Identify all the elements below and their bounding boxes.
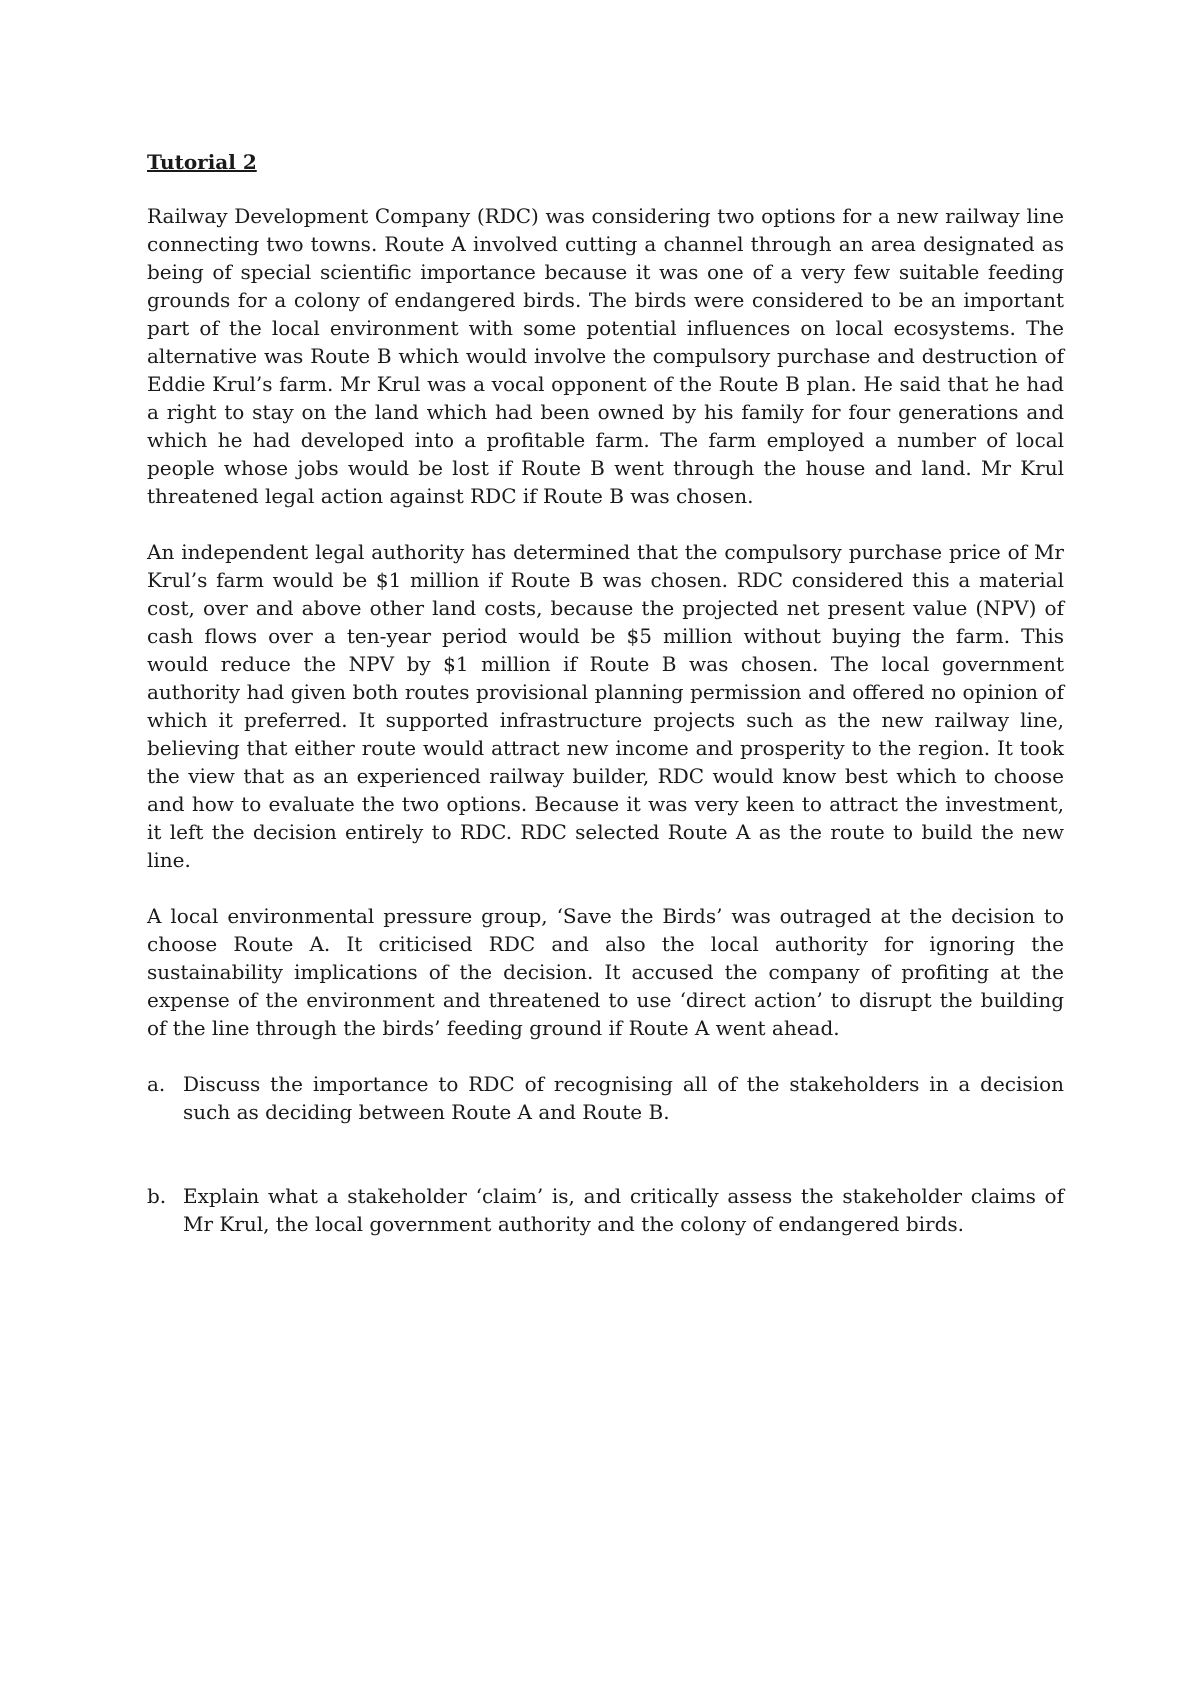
question-item-b — [147, 1182, 1064, 1238]
document-page — [147, 148, 1064, 1294]
question-item-a — [147, 1070, 1064, 1126]
paragraph-pressure-group: A local environmental pressure group, ‘Save the Birds’ was outraged at the decision to choose Route A. It criticised RDC and also the local authority for ignoring the sustainability implications of the decision. It accused the company of profiting at the expense of the environment and threatened to use ‘direct action’ to disrupt the building of the line through the birds’ feeding ground if Route A went ahead. — [147, 904, 1064, 1040]
question-label: a. — [147, 1072, 166, 1096]
question-text: Discuss the importance to RDC of recognising all of the stakeholders in a decision such as deciding between Route A and Route B. — [183, 1072, 1064, 1124]
paragraph-rdc-routes: Railway Development Company (RDC) was considering two options for a new railway line connecting two towns. Route A involved cutting a channel through an area designated as being of special scientific importance because it was one of a very few suitable feeding grounds for a colony of endangered birds. The birds were considered to be an important part of the local environment with some potential influences on local ecosystems. The alternative was Route B which would involve the compulsory purchase and destruction of Eddie Krul’s farm. Mr Krul was a vocal opponent of the Route B plan. He said that he had a right to stay on the land which had been owned by his family for four generations and which he had developed into a profitable farm. The farm employed a number of local people whose jobs would be lost if Route B went through the house and land. Mr Krul threatened legal action against RDC if Route B was chosen. — [147, 204, 1064, 508]
paragraph-npv-cost: An independent legal authority has determined that the compulsory purchase price of Mr Krul’s farm would be $1 million if Route B was chosen. RDC considered this a material cost, over and above other land costs, because the projected net present value (NPV) of cash flows over a ten-year period would be $5 million without buying the farm. This would reduce the NPV by $1 million if Route B was chosen. The local government authority had given both routes provisional planning permission and offered no opinion of which it preferred. It supported infrastructure projects such as the new railway line, believing that either route would attract new income and prosperity to the region. It took the view that as an experienced railway builder, RDC would know best which to choose and how to evaluate the two options. Because it was very keen to attract the investment, it left the decision entirely to RDC. RDC selected Route A as the route to build the new line. — [147, 540, 1064, 872]
question-list — [147, 1070, 1064, 1238]
question-text: Explain what a stakeholder ‘claim’ is, and critically assess the stakeholder claims of Mr Krul, the local government authority and the colony of endangered birds. — [183, 1184, 1064, 1236]
question-label: b. — [147, 1184, 167, 1208]
document-title: Tutorial 2 — [147, 150, 257, 174]
